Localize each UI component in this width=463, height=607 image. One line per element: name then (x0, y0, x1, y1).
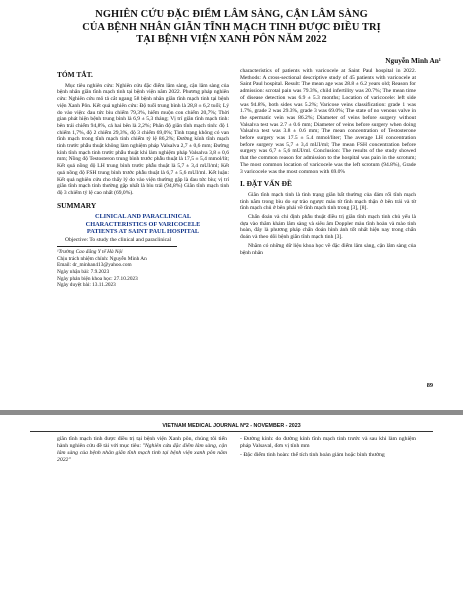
summary-title-line: PATIENTS AT SAINT PAUL HOSPITAL (86, 228, 200, 236)
page-number: 89 (426, 382, 433, 389)
summary-heading: SUMMARY (57, 200, 97, 210)
page2-right-column (240, 436, 416, 461)
header-rule (30, 431, 433, 432)
method-line: - Đường kính: do đường kính tĩnh mạch tinh trước và sau khi làm nghiệm pháp Valsaval, đơn vị tính mm (240, 436, 416, 449)
journal-header: VIETNAM MEDICAL JOURNAL Nº2 - NOVEMBER - 2023 (162, 423, 301, 429)
footnote-reviewed: Ngày phản biện khoa học: 27.10.2023 (57, 275, 138, 282)
intro-paragraph: Chẩn đoán và chỉ định phẫu thuật điều trị giãn tĩnh mạch tinh chủ yếu là dựa vào thăm khám lâm sàng và siêu âm Doppler màu tĩnh hoàn và mào tinh hoàn, đây là phương pháp chẩn đoán hình ảnh tốt nhất hiện nay trong chẩn đoán và theo dõi bệnh giãn tĩnh mạch tinh [3]. (240, 214, 416, 241)
method-line: - Đặc điểm tinh hoàn: thể tích tinh hoàn giảm hoặc bình thường (240, 452, 385, 458)
page2-left-column (57, 436, 227, 464)
summary-text: characteristics of patients with varicocele at Saint Paul hospital in 2022. Methods: A cross-sectional descriptive study of 45 patients with varicocele at Saint Paul hospital. Result: The mean age was 28.8 ± 6.2 years old; Reason for admission: scrotal pain was 79.3%, child infertility was 20.7%; The mean time of disease detection was 6.9 ± 5.3 months; Location of varicocele: left side was 94.8%, both sides was 5.2%; Varicose veins classification: grade 1 was 1.7%, grade 2 was 29.3%, grade 3 was 69.0%; The state of no venous valve in the spermatic vein was 86.2%; Diameter of veins before surgery without Valsalva test was 2.7 ± 0.6 mm; Diameter of veins before surgery when doing Valsalva test was 3.8 ± 0.6 mm; The mean concentration of Testosterone before surgery was 17.5 ± 5.4 mmol/liter; The average LH concentration before surgery was 5,7 ± 3,4 mUI/ml; The mean FSH concentration before surgery was 6,7 ± 5,6 mUI/ml. Conclusion: The results of the study showed that the common reason for admission to the hospital was pain in the scrotum; The most common location of varicocele was the left scrotum (94.8%), Grade 3 varicocele was the most common with 69.0% (240, 68, 416, 175)
intro-paragraph: Giãn tĩnh mạch tinh là tình trạng giãn bất thường của đám rối tĩnh mạch tinh nằm trong bìu do sự trào ngược máu từ tĩnh mạch thận ở bên trái và từ tĩnh mạch chủ ở bên phải về tĩnh mạch tinh trong [3], [8]. (240, 191, 416, 212)
intro-paragraph: Nhằm có những dữ liệu khoa học về đặc điểm lâm sàng, cận lâm sàng của bệnh nhân (240, 242, 416, 256)
footnotes (57, 249, 229, 289)
section-heading: I. ĐẶT VẤN ĐỀ (240, 179, 292, 189)
study-objective-quote: "Nghiên cứu đặc điểm lâm sàng, cận lâm sàng của bệnh nhân giãn tĩnh mạch tinh tại bệnh viện xanh pôn năm 2022" (57, 443, 228, 463)
footnote-affiliation: ¹Trường Cao đẳng Y tế Hà Nội (57, 249, 123, 256)
footnote-divider (57, 246, 177, 247)
summary-title-line: CHARACTERISTICS OF VARICOCELE (85, 220, 201, 228)
title-line: TẠI BỆNH VIỆN XANH PÔN NĂM 2022 (136, 34, 327, 46)
footnote-email: Email: dr_minhan413@yahoo.com (57, 262, 132, 269)
abstract-text: Mục tiêu nghiên cứu: Nghiên cứu đặc điểm lâm sàng, cận lâm sàng của bệnh nhân giãn tĩnh mạch tinh tại bệnh viện năm 2022. Phương pháp nghiên cứu: Nghiên cứu mô tả cắt ngang 58 bệnh nhân giãn tĩnh mạch tinh tại bệnh viện Xanh Pôn. Kết quả nghiên cứu: Độ tuổi trung bình là 28,8 ± 6,2 tuổi; Lý do vào viện: đau tức bìu chiếm 79,3%, hiếm muộn con chiếm 20,7%; Thời gian phát hiện bệnh trung bình là 6,9 ± 5,3 tháng; Vị trí giãn tĩnh mạch tinh: bên trái chiếm 94,8%, cả hai bên là 2,2%; Phân độ giãn tĩnh mạch tinh: độ 1 chiếm 1,7%, độ 2 chiếm 29,3%, độ 3 chiếm 69,0%; Tình trạng không có van tĩnh mạch trong tĩnh mạch tinh chiếm tỷ lệ 86,2%; Đường kính tĩnh mạch tinh trước phẫu thuật không làm nghiệm pháp Valsalva 2,7 ± 0,6 mm; Đường kính tĩnh mạch tinh trước phẫu thuật khi làm nghiệm pháp Valsalva 3,8 ± 0,6 mm; Nồng độ Testosteron trung bình trước phẫu thuật là 17,5 ± 5,4 mmol/lít; Kết quả nồng độ LH trung bình trước phẫu thuật là 5,7 ± 3,4 mUI/ml; Kết quả nồng độ FSH trung bình trước phẫu thuật là 6,7 ± 5,6 mUI/ml. Kết luận: Kết quả nghiên cứu cho thấy lý do vào viện thường gặp là đau tức bìu; vị trí giãn tĩnh mạch tinh thường gặp nhất là bìu trái (94,8%) Giãn tĩnh mạch tinh độ 3 chiếm tỷ lệ cao nhất (69,0%). (57, 82, 229, 196)
author-name: Nguyễn Minh An¹ (385, 56, 441, 65)
footnote-responsible: Chịu trách nhiệm chính: Nguyễn Minh An (57, 255, 147, 262)
page2-left-text: giãn tĩnh mạch tinh được điều trị tại bệnh viện Xanh pôn, chúng tôi tiến hành nghiên cứu đề tài với mục tiêu: (57, 436, 227, 449)
title-line: CỦA BỆNH NHÂN GIÃN TĨNH MẠCH TINH ĐƯỢC ĐIỀU TRỊ (82, 21, 381, 33)
abstract-heading: TÓM TẮT. (57, 70, 93, 79)
footnote-received: Ngày nhận bài: 7.9.2023 (57, 269, 110, 276)
summary-title (57, 213, 229, 235)
title-line: NGHIÊN CỨU ĐẶC ĐIỂM LÂM SÀNG, CẬN LÂM SÀNG (95, 9, 368, 20)
summary-objective: Objective: To study the clinical and paraclinical (65, 236, 172, 243)
left-column (57, 72, 229, 289)
footnote-accepted: Ngày duyệt bài: 13.11.2023 (57, 282, 116, 289)
article-title (20, 9, 443, 47)
right-column (240, 68, 416, 258)
summary-title-line: CLINICAL AND PARACLINICAL (94, 213, 192, 221)
page-90 (0, 415, 463, 607)
